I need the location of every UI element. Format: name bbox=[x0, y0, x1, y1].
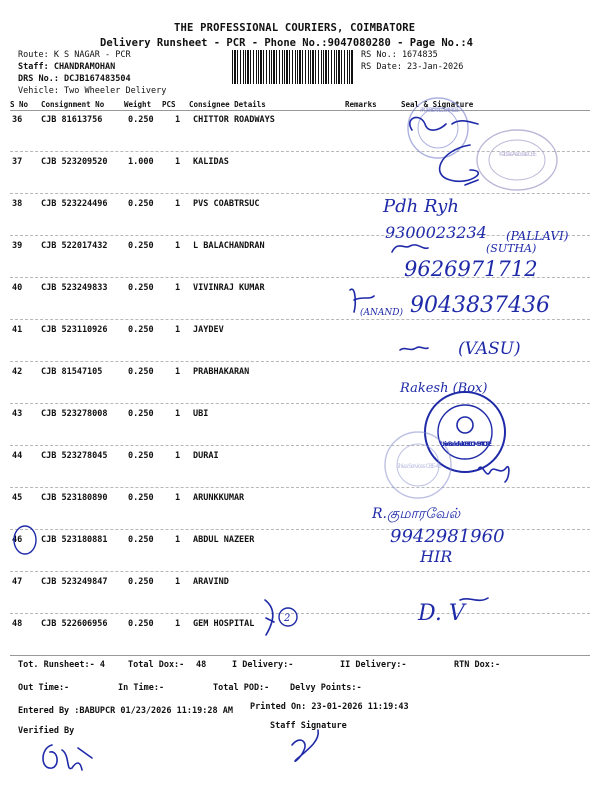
row-pcs: 1 bbox=[175, 619, 181, 629]
row-pcs: 1 bbox=[175, 325, 181, 335]
row-pcs: 1 bbox=[175, 283, 181, 293]
row-consignment: CJB 523180881 bbox=[41, 535, 108, 545]
hw-row48-mark: 2 bbox=[284, 613, 291, 624]
row-weight: 0.250 bbox=[128, 493, 154, 503]
row-consignment: CJB 523278008 bbox=[41, 409, 108, 419]
row-consignee: JAYDEV bbox=[193, 325, 224, 335]
row-pcs: 1 bbox=[175, 451, 181, 461]
cbe45-stamp bbox=[385, 432, 451, 498]
row-pcs: 1 bbox=[175, 577, 181, 587]
svg-text:Union Bank of India CBE COIMBA: Union Bank of India CBE COIMBATORE bbox=[440, 441, 492, 448]
row-consignment: CJB 523224496 bbox=[41, 199, 108, 209]
verified-by: Verified By bbox=[18, 726, 75, 736]
row-consignment: CJB 523110926 bbox=[41, 325, 108, 335]
printed-on: Printed On: 23-01-2026 11:19:43 bbox=[250, 702, 409, 712]
row-consignee: PVS COABTRSUC bbox=[193, 199, 260, 209]
company-title: THE PROFESSIONAL COURIERS, COIMBATORE bbox=[174, 22, 416, 34]
row-consignment: CJB 81547105 bbox=[41, 367, 103, 377]
row-sno: 41 bbox=[12, 325, 23, 335]
i-delivery: I Delivery:- bbox=[232, 660, 294, 670]
svg-text:PROFESSIONAL COURIERS CBE: PROFESSIONAL COURIERS CBE bbox=[420, 107, 460, 114]
row-consignment: CJB 523209520 bbox=[41, 157, 108, 167]
svg-text:Kalidass Associate CBE: Kalidass Associate CBE bbox=[499, 151, 537, 158]
col-consignee: Consignee Details bbox=[189, 100, 266, 109]
hw-row46-name: R.குமாரவேல் bbox=[372, 506, 461, 522]
row-consignee: DURAI bbox=[193, 451, 219, 461]
runsheet-subtitle: Delivery Runsheet - PCR - Phone No.:9047080280 - Page No.:4 bbox=[100, 37, 473, 49]
row-consignment: CJB 522606956 bbox=[41, 619, 108, 629]
ii-delivery: II Delivery:- bbox=[340, 660, 407, 670]
hw-row39-phone: 9626971712 bbox=[404, 257, 538, 281]
signature-row41 bbox=[400, 347, 428, 350]
hw-row38-name: (PALLAVI) bbox=[506, 229, 569, 243]
row-consignee: KALIDAS bbox=[193, 157, 229, 167]
row-sno: 38 bbox=[12, 199, 23, 209]
hw-row38-phone: 9300023234 bbox=[385, 223, 487, 242]
verified-by-signature bbox=[43, 745, 92, 770]
hw-row46-extra: HIR bbox=[420, 547, 453, 566]
tot-runsheet: Tot. Runsheet:- 4 bbox=[18, 660, 105, 670]
row-pcs: 1 bbox=[175, 241, 181, 251]
row-consignee: UBI bbox=[193, 409, 209, 419]
hw-row42: Rakesh (Box) bbox=[400, 381, 488, 396]
row-weight: 0.250 bbox=[128, 367, 154, 377]
row-consignee: VIVINRAJ KUMAR bbox=[193, 283, 265, 293]
drs-label: DRS No.: DCJB167483504 bbox=[18, 74, 131, 84]
row-consignment: CJB 81613756 bbox=[41, 115, 103, 125]
staff-signature-mark bbox=[292, 730, 318, 761]
row-sno: 46 bbox=[12, 535, 23, 545]
row-consignment: CJB 523278045 bbox=[41, 451, 108, 461]
row46-circle-mark bbox=[14, 526, 36, 554]
hw-row40-phone: 9043837436 bbox=[410, 293, 550, 318]
row-weight: 1.000 bbox=[128, 157, 154, 167]
row-sno: 36 bbox=[12, 115, 23, 125]
in-time: In Time:- bbox=[118, 683, 165, 693]
row-sno: 44 bbox=[12, 451, 23, 461]
hw-row38-sign: Pdh Ryh bbox=[383, 196, 459, 217]
row-pcs: 1 bbox=[175, 199, 181, 209]
rtn-dox: RTN Dox:- bbox=[454, 660, 501, 670]
out-time: Out Time:- bbox=[18, 683, 70, 693]
row-weight: 0.250 bbox=[128, 451, 154, 461]
col-weight: Weight bbox=[124, 100, 152, 109]
row-pcs: 1 bbox=[175, 367, 181, 377]
row-consignee: PRABHAKARAN bbox=[193, 367, 250, 377]
row-consignee: GEM HOSPITAL bbox=[193, 619, 255, 629]
row-consignee: ARAVIND bbox=[193, 577, 229, 587]
row-consignment: CJB 522017432 bbox=[41, 241, 108, 251]
row-consignee: ARUNKKUMAR bbox=[193, 493, 245, 503]
total-pod: Total POD:- bbox=[213, 683, 270, 693]
row-consignee: CHITTOR ROADWAYS bbox=[193, 115, 275, 125]
row-consignment: CJB 523180890 bbox=[41, 493, 108, 503]
signature-row39 bbox=[392, 245, 428, 252]
hw-row41: (VASU) bbox=[458, 339, 521, 359]
row-pcs: 1 bbox=[175, 157, 181, 167]
delvy-points: Delvy Points:- bbox=[290, 683, 362, 693]
svg-text:Shiva Services CBE-45: Shiva Services CBE-45 bbox=[396, 463, 442, 470]
col-consignment: Consignment No bbox=[41, 100, 105, 109]
row-consignee: L BALACHANDRAN bbox=[193, 241, 265, 251]
route-label: Route: K S NAGAR - PCR bbox=[18, 50, 131, 60]
row-weight: 0.250 bbox=[128, 577, 154, 587]
col-pcs: PCS bbox=[162, 100, 176, 109]
row-sno: 40 bbox=[12, 283, 23, 293]
kalidass-stamp bbox=[477, 130, 557, 190]
row-sno: 39 bbox=[12, 241, 23, 251]
signature-row44 bbox=[478, 467, 509, 482]
row-weight: 0.250 bbox=[128, 115, 154, 125]
rs-date: RS Date: 23-Jan-2026 bbox=[361, 62, 464, 72]
hw-row48: D. V bbox=[418, 601, 465, 626]
row-weight: 0.250 bbox=[128, 325, 154, 335]
total-dox-count: 48 bbox=[196, 660, 207, 670]
row-consignee: ABDUL NAZEER bbox=[193, 535, 255, 545]
row-pcs: 1 bbox=[175, 493, 181, 503]
row-weight: 0.250 bbox=[128, 241, 154, 251]
signature-row48-tail bbox=[460, 598, 488, 600]
row-weight: 0.250 bbox=[128, 283, 154, 293]
col-seal: Seal & Signature bbox=[401, 100, 474, 109]
row-weight: 0.250 bbox=[128, 535, 154, 545]
staff-signature: Staff Signature bbox=[270, 721, 347, 731]
col-remarks: Remarks bbox=[345, 100, 377, 109]
professional-couriers-stamp bbox=[408, 98, 468, 158]
row-pcs: 1 bbox=[175, 409, 181, 419]
col-sno: S No bbox=[10, 100, 29, 109]
signature-row37 bbox=[440, 145, 479, 185]
hw-row46-phone: 9942981960 bbox=[390, 526, 505, 547]
row-sno: 43 bbox=[12, 409, 23, 419]
hw-row39-name: (SUTHA) bbox=[486, 242, 537, 255]
row-sno: 48 bbox=[12, 619, 23, 629]
union-bank-stamp bbox=[425, 392, 505, 472]
total-dox-label: Total Dox:- bbox=[128, 660, 185, 670]
row-pcs: 1 bbox=[175, 115, 181, 125]
rs-number: RS No.: 1674835 bbox=[361, 50, 438, 60]
vehicle-label: Vehicle: Two Wheeler Delivery bbox=[18, 86, 167, 96]
row-weight: 0.250 bbox=[128, 409, 154, 419]
row-weight: 0.250 bbox=[128, 199, 154, 209]
entered-by: Entered By :BABUPCR 01/23/2026 11:19:28 AM bbox=[18, 706, 233, 716]
row-sno: 45 bbox=[12, 493, 23, 503]
row-consignment: CJB 523249847 bbox=[41, 577, 108, 587]
row-pcs: 1 bbox=[175, 535, 181, 545]
row-sno: 42 bbox=[12, 367, 23, 377]
row-sno: 37 bbox=[12, 157, 23, 167]
row-sno: 47 bbox=[12, 577, 23, 587]
bracket-row48 bbox=[265, 600, 274, 635]
hw-row40-name: (ANAND) bbox=[360, 308, 403, 318]
row-consignment: CJB 523249833 bbox=[41, 283, 108, 293]
row-weight: 0.250 bbox=[128, 619, 154, 629]
staff-label: Staff: CHANDRAMOHAN bbox=[18, 62, 116, 72]
